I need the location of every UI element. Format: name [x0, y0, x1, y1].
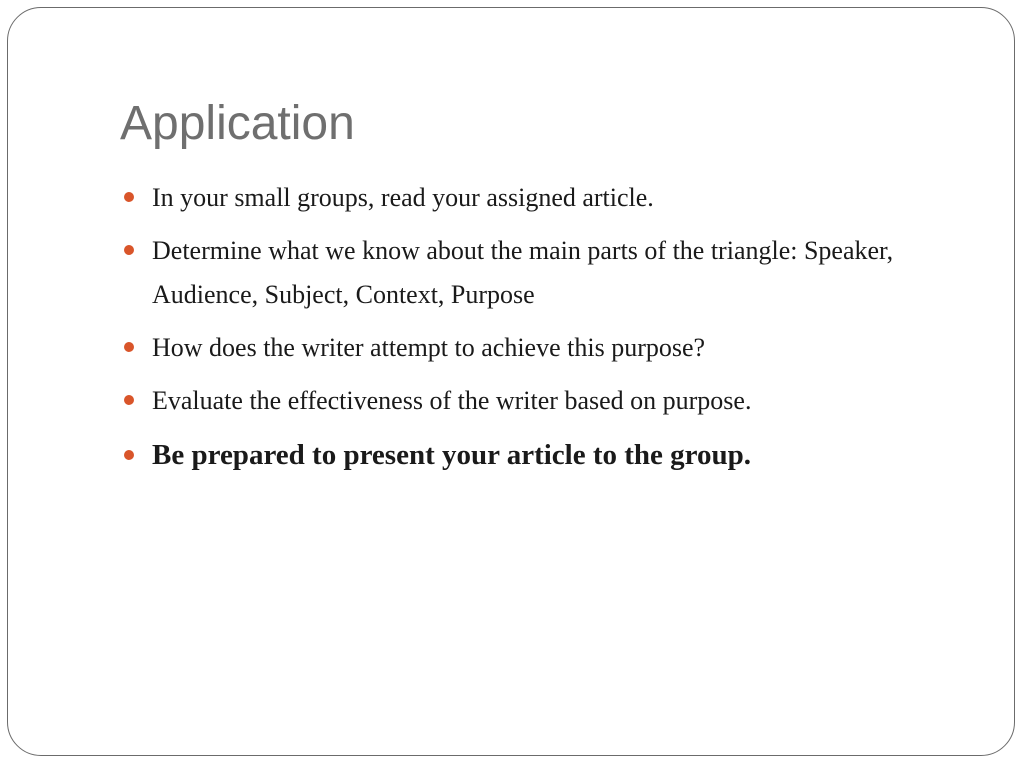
bullet-text: Be prepared to present your article to the group.	[152, 439, 752, 471]
bullet-item	[120, 176, 940, 220]
bullet-item	[120, 379, 940, 423]
bullet-text: In your small groups, read your assigned article.	[152, 183, 654, 212]
bullet-item	[120, 326, 940, 370]
bullet-item	[120, 229, 940, 317]
bullet-dot-icon	[124, 192, 134, 202]
bullet-text: How does the writer attempt to achieve this purpose?	[152, 333, 706, 362]
bullet-item-emphasis	[120, 432, 940, 478]
slide-frame	[7, 7, 1015, 756]
bullet-dot-icon	[124, 450, 134, 460]
bullet-dot-icon	[124, 342, 134, 352]
bullet-dot-icon	[124, 245, 134, 255]
bullet-text: Determine what we know about the main parts of the triangle: Speaker, Audience, Subject, Context, Purpose	[152, 236, 894, 309]
bullet-text: Evaluate the effectiveness of the writer based on purpose.	[152, 386, 752, 415]
bullet-dot-icon	[124, 395, 134, 405]
bullet-list	[120, 176, 940, 487]
slide-title: Application	[120, 97, 355, 150]
